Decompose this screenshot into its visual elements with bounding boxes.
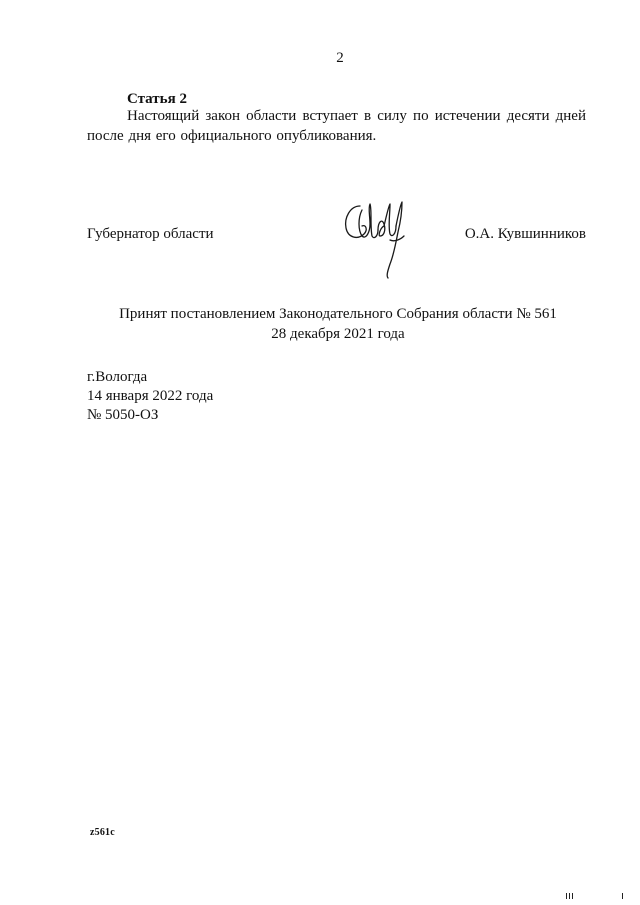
governor-title: Губернатор области	[87, 226, 214, 242]
law-number: № 5050-ОЗ	[87, 407, 159, 423]
handwritten-signature	[340, 196, 414, 282]
signature-row	[87, 224, 586, 244]
adoption-line-2: 28 декабря 2021 года	[271, 326, 405, 342]
city: г.Вологда	[87, 369, 148, 385]
place-date-number	[87, 368, 213, 425]
governor-name: О.А. Кувшинников	[464, 226, 586, 242]
adoption-statement	[80, 304, 596, 344]
document-code: z561c	[90, 827, 115, 838]
page-number: 2	[336, 50, 344, 66]
scan-mark	[566, 893, 567, 899]
scan-mark	[572, 893, 573, 899]
date: 14 января 2022 года	[87, 388, 214, 404]
article-title: Статья 2	[127, 91, 187, 107]
article-text: Настоящий закон области вступает в силу по истечении десяти дней после дня его официального опубликования.	[87, 108, 586, 144]
scan-mark	[569, 893, 570, 899]
adoption-line-1: Принят постановлением Законодательного Собрания области № 561	[119, 306, 557, 322]
scan-mark	[622, 893, 623, 899]
